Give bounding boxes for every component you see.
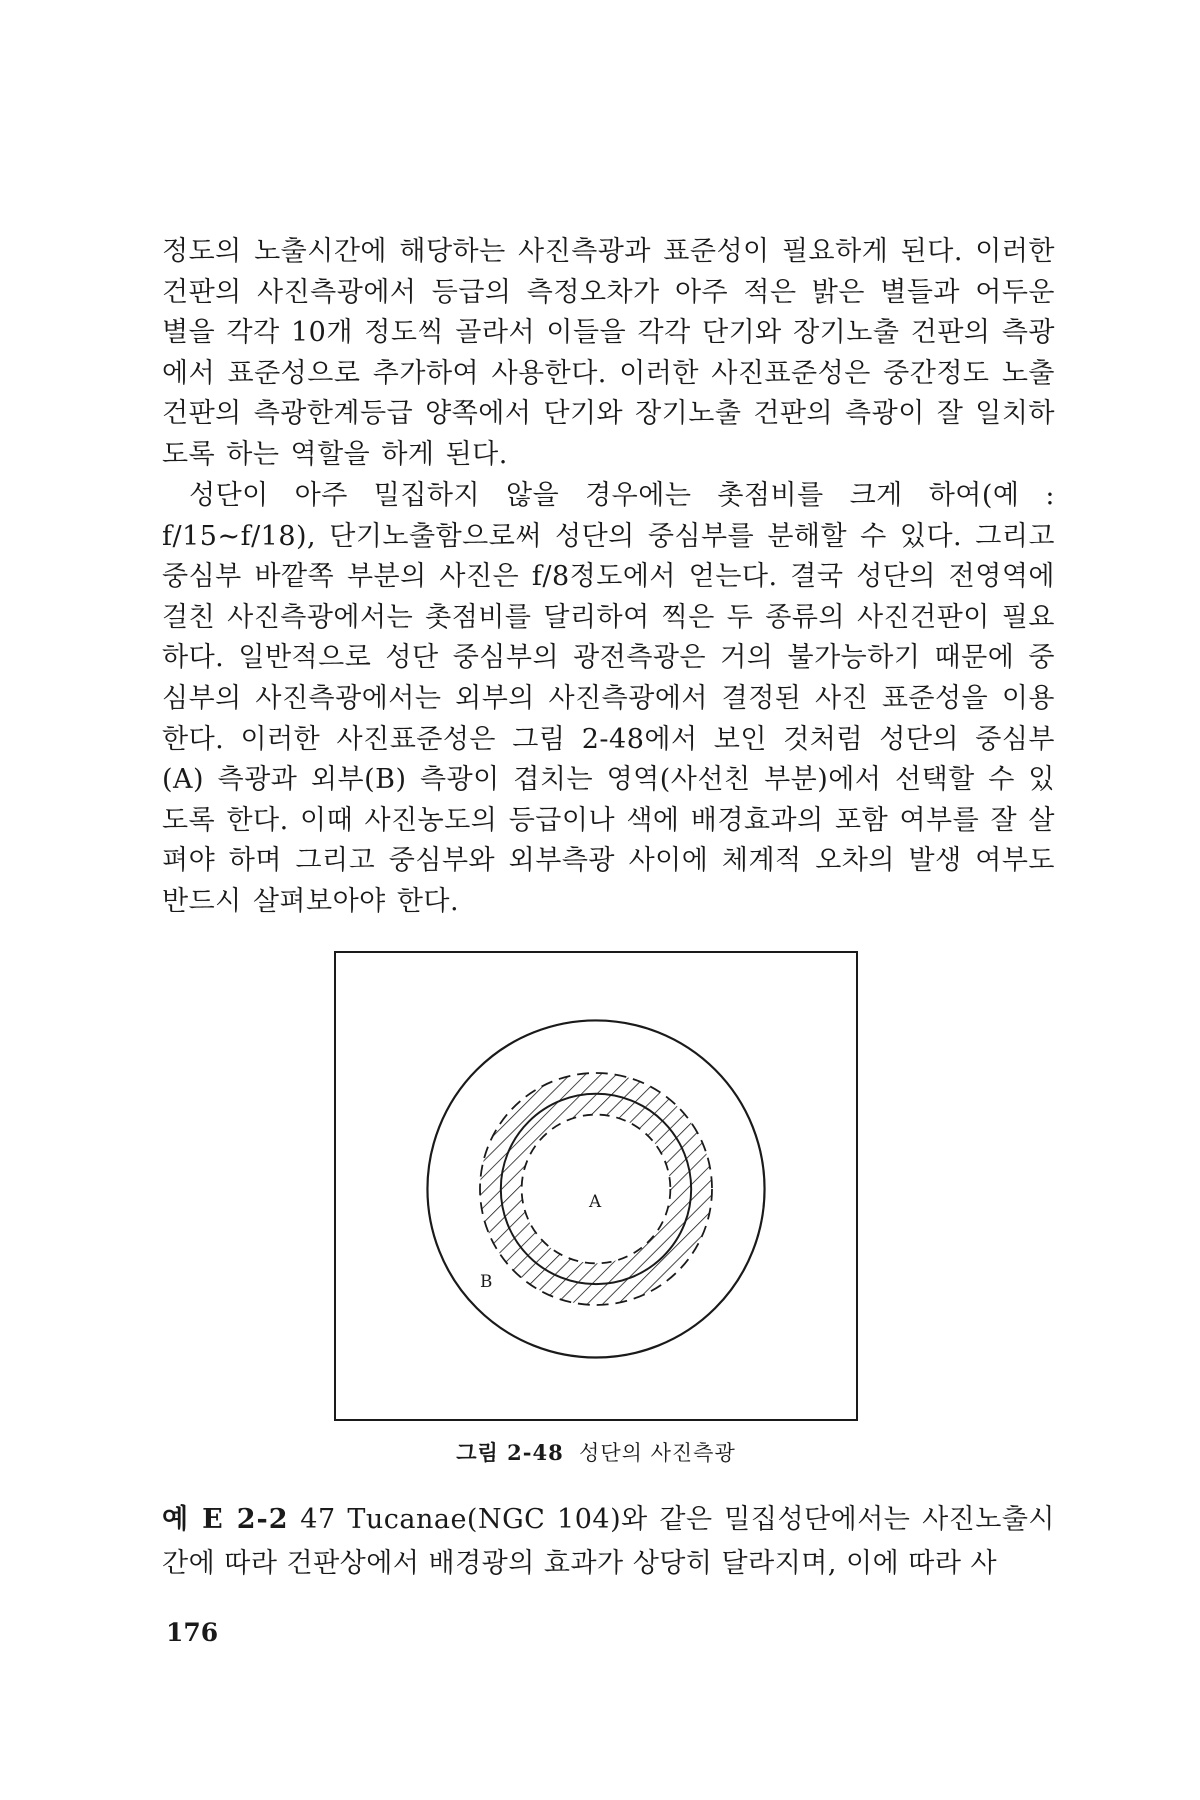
paragraph-photometric-standards: 정도의 노출시간에 해당하는 사진측광과 표준성이 필요하게 된다. 이러한 건판의 사진측광에서 등급의 측정오차가 아주 적은 밝은 별들과 어두운 별을 각각 10개 정도씩 골라서 이들을 각각 단기와 장기노출 건판의 측광에서 표준성으로 추가하여 사용한다. 이러한 사진표준성은 중간정도 노출건판의 측광한계등급 양쪽에서 단기와 장기노출 건판의 측광이 잘 일치하도록 하는 역할을 하게 된다. [162, 236, 1055, 470]
caption-title: 성단의 사진측광 [579, 1441, 736, 1465]
label-a: A [589, 1190, 602, 1211]
label-b: B [479, 1271, 493, 1292]
caption-number: 그림 2-48 [456, 1440, 564, 1465]
example-text: 47 Tucanae(NGC 104)와 같은 밀집성단에서는 사진노출시간에 따라 건판상에서 배경광의 효과가 상당히 달라지며, 이에 따라 사 [162, 1504, 1055, 1579]
overlap-hatched-region [336, 953, 856, 1419]
page-number: 176 [166, 1618, 219, 1647]
example-label: 예 E 2-2 [162, 1504, 289, 1535]
cluster-photometry-diagram [336, 953, 856, 1419]
figure-caption [334, 1437, 858, 1467]
figure-2-48-frame [334, 951, 858, 1421]
paragraph-cluster-photometry: 성단이 아주 밀집하지 않을 경우에는 촛점비를 크게 하여(예 : f/15~f/18), 단기노출함으로써 성단의 중심부를 분해할 수 있다. 그리고 중심부 바깥쪽 부분의 사진은 f/8정도에서 얻는다. 결국 성단의 전영역에 걸친 사진측광에서는 촛점비를 달리하여 찍은 두 종류의 사진건판이 필요하다. 일반적으로 성단 중심부의 광전측광은 거의 불가능하기 때문에 중심부의 사진측광에서는 외부의 사진측광에서 결정된 사진 표준성을 이용한다. 이러한 사진표준성은 그림 2-48에서 보인 것처럼 성단의 중심부(A) 측광과 외부(B) 측광이 겹치는 영역(사선친 부분)에서 선택할 수 있도록 한다. 이때 사진농도의 등급이나 색에 배경효과의 포함 여부를 잘 살펴야 하며 그리고 중심부와 외부측광 사이에 체계적 오차의 발생 여부도 반드시 살펴보아야 한다. [162, 480, 1055, 917]
example-paragraph [162, 1498, 1055, 1586]
